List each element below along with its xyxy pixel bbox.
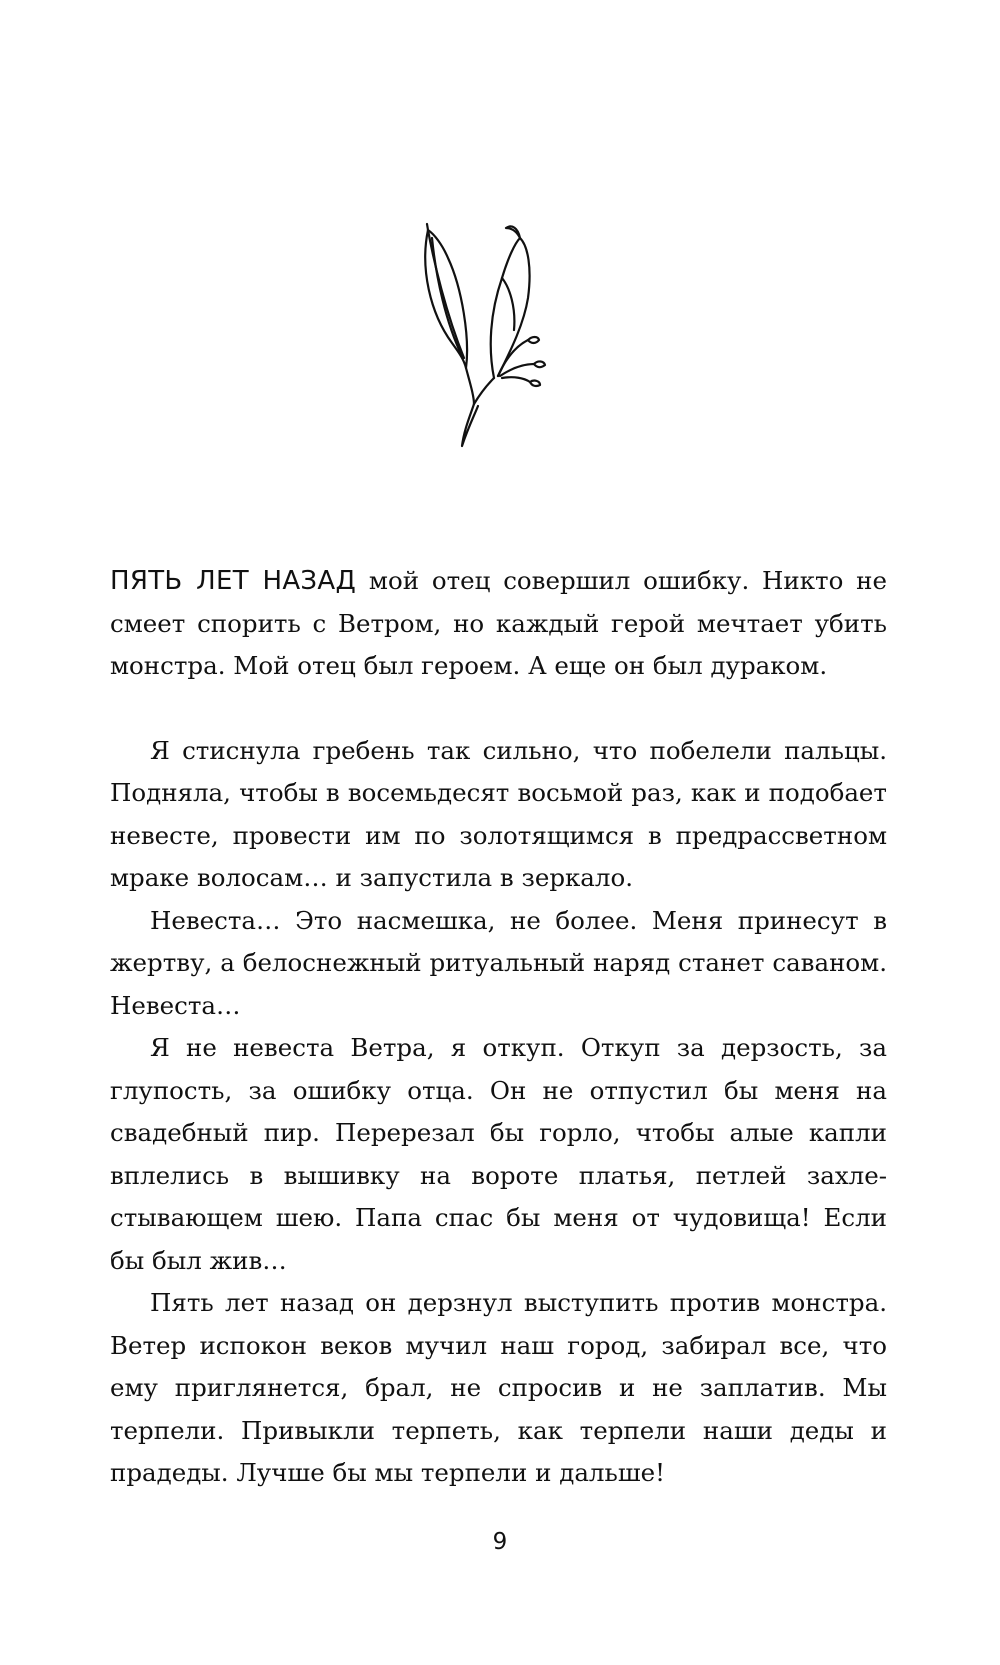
main-text <box>110 560 887 1495</box>
paragraph-2: Я стиснула гребень так сильно, что побелели пальцы. Подняла, чтобы в восемьдесят восьмой раз, как и подобает невесте, провести им по золотящимся в предрассветном мраке волосам… и запустила в зеркало. <box>110 735 887 892</box>
paragraph-5: Пять лет назад он дерзнул выступить против монстра. Ветер испокон веков мучил наш город, забирал все, что ему приглянется, брал, не спросив и не заплатив. Мы терпели. Привыкли терпеть, как терпели наши деды и прадеды. Лучше бы мы терпели и дальше! <box>110 1288 887 1487</box>
lily-flower-icon <box>420 218 580 468</box>
paragraph-1 <box>110 560 887 688</box>
page-number: 9 <box>492 1529 508 1555</box>
paragraph-1-text: мой отец совершил ошибку. Никто не смеет спорить с Ветром, но каждый герой мечтает убить монстра. Мой отец был героем. А еще он был дураком. <box>110 566 887 680</box>
chapter-lead-in: ПЯТЬ ЛЕТ НАЗАД <box>110 566 357 596</box>
paragraph-4: Я не невеста Ветра, я откуп. Откуп за дерзость, за глупость, за ошибку отца. Он не отпустил бы меня на свадебный пир. Перерезал бы горло, чтобы алые капли вплелись в вышивку на вороте платья, петлей захлестывающем шею. Папа спас бы меня от чудовища! Если бы был жив… <box>110 1033 887 1275</box>
paragraph-3: Невеста… Это насмешка, не более. Меня принесут в жертву, а белоснежный ритуальный наряд станет саваном. Невеста… <box>110 905 887 1020</box>
